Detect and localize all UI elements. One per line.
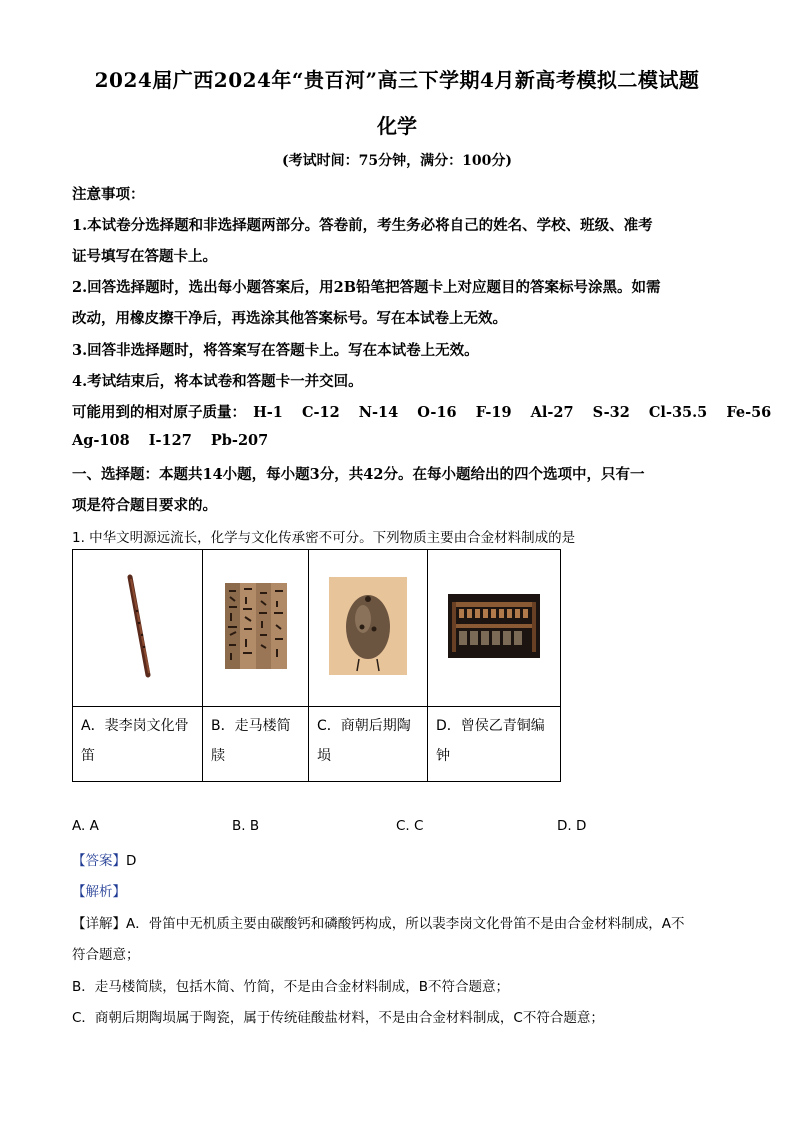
option-c-label: C．商朝后期陶 埙 xyxy=(309,707,428,782)
option-a-label: A．裴李岗文化骨 笛 xyxy=(73,707,203,782)
atomic-mass: I-127 xyxy=(148,432,192,449)
option-c-image-cell xyxy=(309,550,428,707)
atomic-mass: F-19 xyxy=(475,404,512,421)
option-b-label: B．走马楼简 牍 xyxy=(203,707,309,782)
atomic-masses-label: 可能用到的相对原子质量： xyxy=(72,404,246,421)
atomic-mass: H-1 xyxy=(253,404,283,421)
analysis-tag: 【解析】 xyxy=(72,884,126,900)
detail-line-4: C．商朝后期陶埙属于陶瓷，属于传统硅酸盐材料，不是由合金材料制成，C不符合题意； xyxy=(72,1010,604,1026)
note-1-line-1: 1.本试卷分选择题和非选择题两部分。答卷前，考生务必将自己的姓名、学校、班级、准考 xyxy=(72,217,653,234)
option-a-image-cell xyxy=(73,550,203,707)
choice-c: C. C xyxy=(396,818,424,834)
detail-line-1 xyxy=(72,912,684,932)
answer-line xyxy=(72,849,136,869)
subject-title: 化学 xyxy=(377,114,417,138)
answer-value: D xyxy=(126,853,137,869)
atomic-masses-line-2 xyxy=(72,432,282,449)
option-d-image-cell xyxy=(428,550,561,707)
notes-heading: 注意事项： xyxy=(72,186,145,203)
atomic-mass: Ag-108 xyxy=(72,432,130,449)
section-heading-line-1: 一、选择题：本题共14小题，每小题3分，共42分。在每小题给出的四个选项中，只有一 xyxy=(72,466,645,483)
section-heading-line-2: 项是符合题目要求的。 xyxy=(72,497,217,514)
option-b-image-cell xyxy=(203,550,309,707)
answer-tag: 【答案】 xyxy=(72,853,126,869)
option-d-label: D．曾侯乙青铜编 钟 xyxy=(428,707,561,782)
bamboo-slip-photo xyxy=(225,583,287,669)
atomic-mass: Pb-207 xyxy=(210,432,269,449)
choice-d: D. D xyxy=(557,818,587,834)
atomic-mass: Fe-56 xyxy=(726,404,772,421)
note-2-line-2: 改动，用橡皮擦干净后，再选涂其他答案标号。写在本试卷上无效。 xyxy=(72,310,507,327)
question-1-options-table xyxy=(72,549,561,782)
atomic-mass: Al-27 xyxy=(530,404,574,421)
detail-tag: 【详解】 xyxy=(72,916,126,932)
note-1-line-2: 证号填写在答题卡上。 xyxy=(72,248,217,265)
choice-a: A. A xyxy=(72,818,99,834)
choice-b: B. B xyxy=(232,818,260,834)
atomic-mass: Cl-35.5 xyxy=(648,404,708,421)
note-2-line-1: 2.回答选择题时，选出每小题答案后，用2B铅笔把答题卡上对应题目的答案标号涂黑。如需 xyxy=(72,279,661,296)
bone-flute-photo xyxy=(108,571,168,681)
pottery-xun-photo xyxy=(329,577,407,675)
bronze-chime-bells-photo xyxy=(448,594,540,658)
atomic-mass: N-14 xyxy=(358,404,399,421)
question-1-stem: 1. 中华文明源远流长，化学与文化传承密不可分。下列物质主要由合金材料制成的是 xyxy=(72,530,576,546)
atomic-mass: S-32 xyxy=(592,404,630,421)
detail-line-2: 符合题意； xyxy=(72,947,140,963)
note-3: 3.回答非选择题时，将答案写在答题卡上。写在本试卷上无效。 xyxy=(72,342,479,359)
exam-title: 2024届广西2024年“贵百河”高三下学期4月新高考模拟二模试题 xyxy=(94,68,700,92)
atomic-mass: O-16 xyxy=(417,404,457,421)
atomic-masses-line-1 xyxy=(72,401,785,422)
atomic-mass: C-12 xyxy=(301,404,340,421)
detail-line-3: B．走马楼简牍，包括木简、竹简，不是由合金材料制成，B不符合题意； xyxy=(72,979,510,995)
note-4: 4.考试结束后，将本试卷和答题卡一并交回。 xyxy=(72,373,363,390)
detail-text: A．骨笛中无机质主要由碳酸钙和磷酸钙构成，所以裴李岗文化骨笛不是由合金材料制成，A不 xyxy=(126,916,685,932)
analysis-line xyxy=(72,880,126,900)
exam-info: (考试时间：75分钟，满分：100分) xyxy=(282,153,512,169)
